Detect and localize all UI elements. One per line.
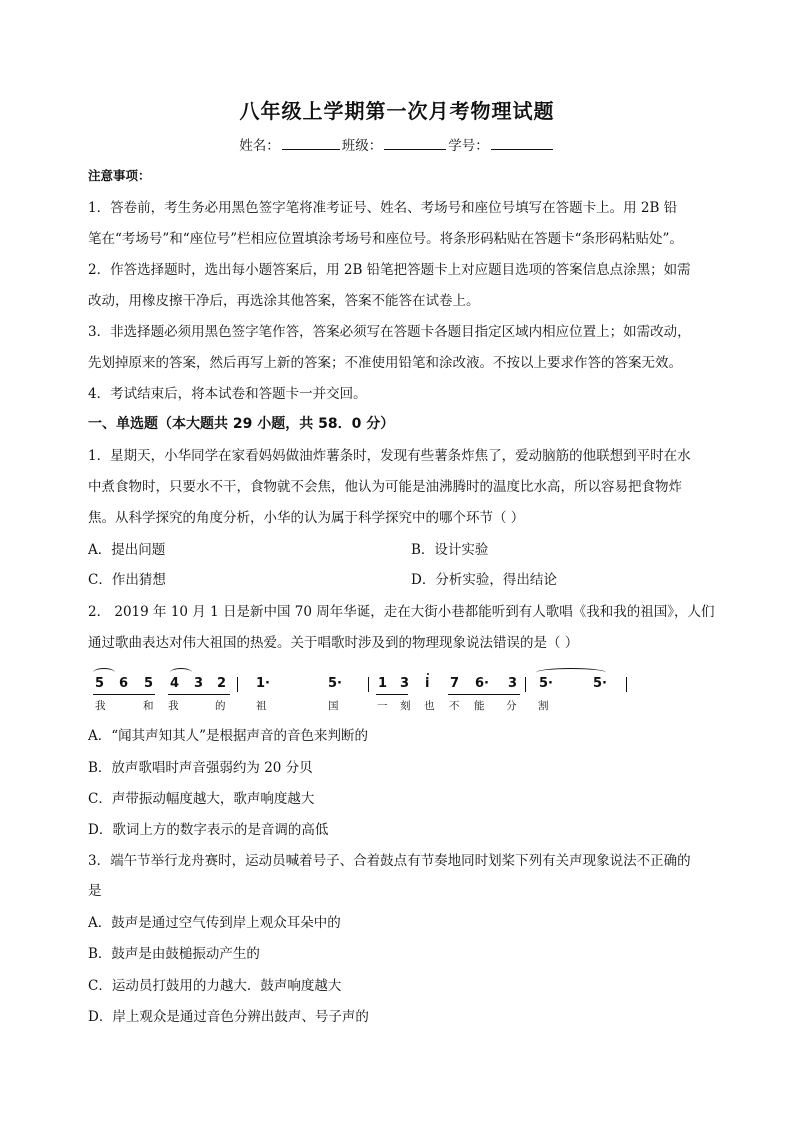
q1-option-b: B．设计实验 [411,542,489,558]
note: 7 [450,676,460,691]
q1-option-c: C．作出猜想 [88,572,166,588]
lyric: 和 [143,700,154,712]
note: 5 [144,676,154,691]
notice-line: 改动，用橡皮擦干净后，再选涂其他答案，答案不能答在试卷上。 [88,293,480,309]
name-label: 姓名： [239,138,280,154]
id-blank [491,137,553,150]
lyric: 的 [215,700,226,712]
notice-line: 1．答卷前，考生务必用黑色签字笔将准考证号、姓名、考场号和座位号填写在答题卡上。用 2B 铅 [88,200,678,216]
q3-option-c: C．运动员打鼓用的力越大．鼓声响度越大 [88,978,342,994]
question-1-line: 中煮食物时，只要水不干，食物就不会焦，他认为可能是油沸腾时的温度比水高，所以容易把食物炸 [88,479,682,495]
question-3-line: 是 [88,883,102,899]
note: 1 [378,676,388,691]
student-info-line [0,134,794,154]
notice-line: 先划掉原来的答案，然后再写上新的答案；不准使用铅笔和涂改液。不按以上要求作答的答案无效。 [88,355,682,371]
q2-option-d: D．歌词上方的数字表示的是音调的高低 [88,822,329,838]
note: 6· [475,676,489,691]
q3-option-d: D．岸上观众是通过音色分辨出鼓声、号子声的 [88,1009,369,1025]
bar-line [525,677,526,692]
note: 1· [256,676,270,691]
note: 5· [593,676,607,691]
q3-option-a: A．鼓声是通过空气传到岸上观众耳朵中的 [88,915,341,931]
lyric: 割 [538,700,549,712]
q2-option-b: B．放声歌唱时声音强弱约为 20 分贝 [88,760,313,776]
lyric: 也 [424,700,435,712]
bar-line [368,677,369,692]
q3-option-b: B．鼓声是由鼓槌振动产生的 [88,946,260,962]
beam-line [93,694,155,695]
note: 3 [400,676,410,691]
high-octave-dot [427,673,429,675]
beam-line [376,694,408,695]
notice-line: 笔在“考场号”和“座位号”栏相应位置填涂考场号和座位号。将条形码粘贴在答题卡“条形码粘贴处”。 [88,231,683,247]
beam-line [168,694,230,695]
lyric: 我 [168,700,179,712]
question-3-line: 3．端午节举行龙舟赛时，运动员喊着号子、合着鼓点有节奏地同时划桨下列有关声现象说法不正确的 [88,853,691,869]
q1-option-d: D．分析实验，得出结论 [411,572,557,588]
notice-line: 3．非选择题必须用黑色签字笔作答，答案必须写在答题卡各题目指定区域内相应位置上；如需改动， [88,324,691,340]
bar-line [626,677,627,692]
notice-line: 4．考试结束后，将本试卷和答题卡一并交回。 [88,386,367,402]
note: i [425,676,430,691]
song-notation [88,668,648,714]
q1-option-a: A．提出问题 [88,542,166,558]
notice-heading: 注意事项： [88,168,151,183]
question-1-line: 焦。从科学探究的角度分析，小华的认为属于科学探究中的哪个环节（ ） [88,510,525,526]
note: 3 [194,676,204,691]
page-title: 八年级上学期第一次月考物理试题 [239,99,555,123]
note: 6 [119,676,129,691]
note: 5 [95,676,105,691]
q2-option-a: A．“闻其声知其人”是根据声音的音色来判断的 [88,728,369,744]
id-label: 学号： [448,138,489,154]
beam-line [448,694,520,695]
lyric: 刻 [400,700,411,712]
note: 4 [170,676,180,691]
class-label: 班级： [341,138,383,154]
q2-option-c: C．声带振动幅度越大，歌声响度越大 [88,791,315,807]
question-2-line: 2． 2019 年 10 月 1 日是新中国 70 周年华诞，走在大街小巷都能听到有人歌唱《我和我的祖国》，人们 [88,604,715,620]
lyric: 国 [328,700,339,712]
note: 5· [328,676,342,691]
lyric: 我 [95,700,106,712]
question-2-line: 通过歌曲表达对伟大祖国的热爱。关于唱歌时涉及到的物理现象说法错误的是（ ） [88,635,579,651]
lyric: 祖 [256,700,267,712]
lyric: 分 [506,700,517,712]
question-1-line: 1．星期天，小华同学在家看妈妈做油炸薯条时，发现有些薯条炸焦了，爱动脑筋的他联想到平时在水 [88,448,691,464]
note: 3 [508,676,518,691]
notice-line: 2．作答选择题时，选出每小题答案后，用 2B 铅笔把答题卡上对应题目选项的答案信息点涂黑；如需 [88,262,691,278]
lyric: 一 [377,700,388,712]
lyric: 能 [474,700,485,712]
bar-line [237,677,238,692]
name-blank [282,137,340,150]
lyric: 不 [449,700,460,712]
class-blank [384,137,446,150]
note: 2 [217,676,227,691]
section-heading: 一、单选题（本大题共 29 小题，共 58．0 分） [88,416,395,432]
note: 5· [539,676,553,691]
